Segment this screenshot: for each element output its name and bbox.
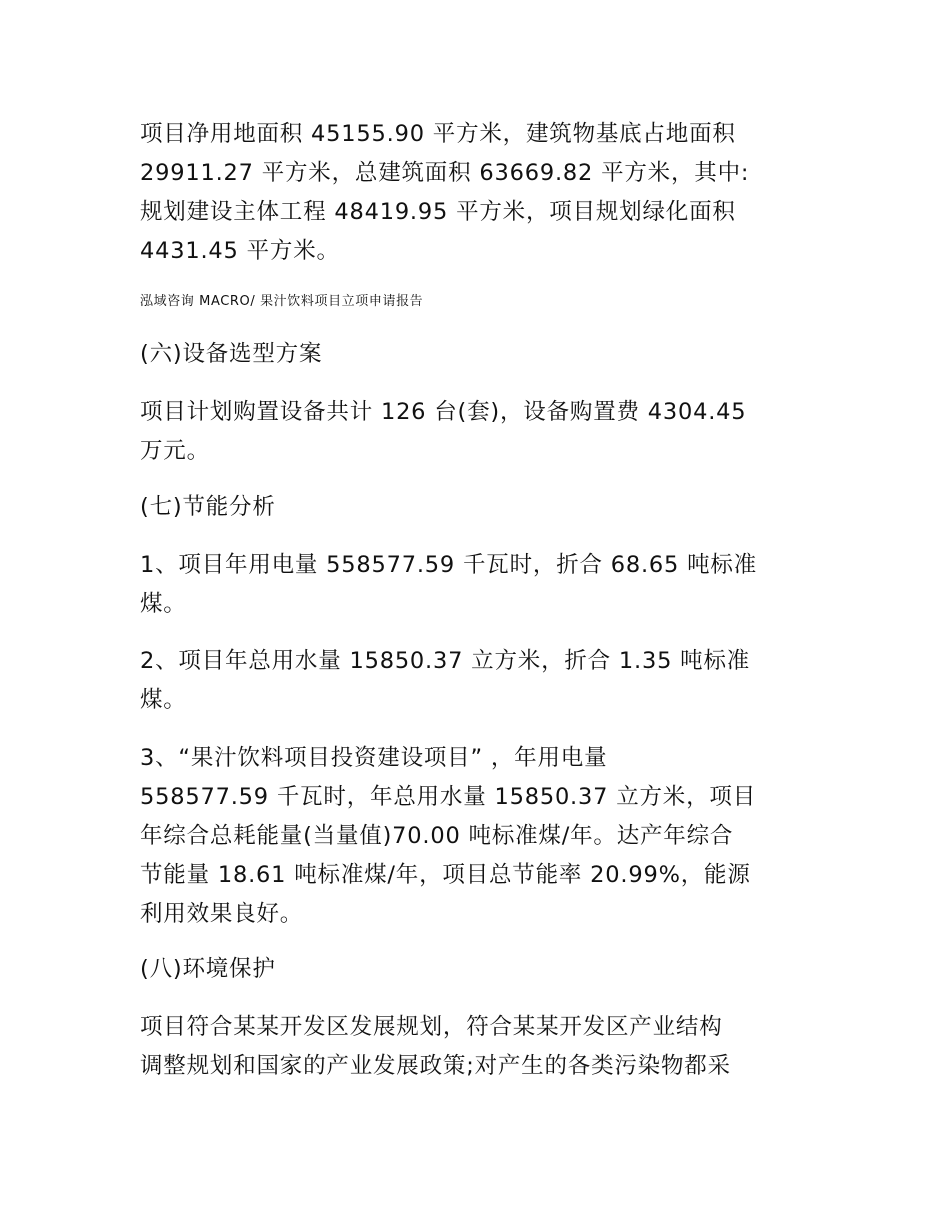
running-header: 泓域咨询 MACRO/ 果汁饮料项目立项申请报告 — [140, 294, 424, 309]
text-line: 利用效果良好。 — [140, 901, 304, 927]
paragraph-equipment — [140, 393, 820, 471]
heading-text: (八)环境保护 — [140, 956, 276, 982]
text-line: 规划建设主体工程 48419.95 平方米，项目规划绿化面积 — [140, 199, 736, 225]
text-line: 1、项目年用电量 558577.59 千瓦时，折合 68.65 吨标准 — [140, 552, 758, 578]
text-line: 4431.45 平方米。 — [140, 238, 340, 264]
heading-text: (七)节能分析 — [140, 494, 276, 520]
energy-item-1 — [140, 546, 820, 624]
section-heading-equipment — [140, 335, 820, 374]
text-line: 29911.27 平方米，总建筑面积 63669.82 平方米，其中: — [140, 160, 750, 186]
section-heading-environment — [140, 950, 820, 989]
text-line: 项目计划购置设备共计 126 台(套)，设备购置费 4304.45 — [140, 399, 747, 425]
text-line: 万元。 — [140, 438, 210, 464]
text-line: 3、“果汁饮料项目投资建设项目” ，年用电量 — [140, 745, 608, 771]
paragraph-land-area — [140, 115, 820, 271]
text-line: 项目符合某某开发区发展规划，符合某某开发区产业结构 — [140, 1014, 723, 1040]
text-line: 项目净用地面积 45155.90 平方米，建筑物基底占地面积 — [140, 121, 736, 147]
energy-item-2 — [140, 642, 820, 720]
text-line: 年综合总耗能量(当量值)70.00 吨标准煤/年。达产年综合 — [140, 823, 734, 849]
text-line: 煤。 — [140, 687, 187, 713]
text-line: 节能量 18.61 吨标准煤/年，项目总节能率 20.99%，能源 — [140, 862, 751, 888]
heading-text: (六)设备选型方案 — [140, 341, 323, 367]
energy-item-3 — [140, 739, 820, 934]
section-heading-energy — [140, 488, 820, 527]
text-line: 2、项目年总用水量 15850.37 立方米，折合 1.35 吨标准 — [140, 648, 751, 674]
text-line: 调整规划和国家的产业发展政策;对产生的各类污染物都采 — [140, 1053, 731, 1079]
text-line: 558577.59 千瓦时，年总用水量 15850.37 立方米，项目 — [140, 784, 756, 810]
paragraph-environment — [140, 1008, 820, 1086]
text-line: 煤。 — [140, 591, 187, 617]
